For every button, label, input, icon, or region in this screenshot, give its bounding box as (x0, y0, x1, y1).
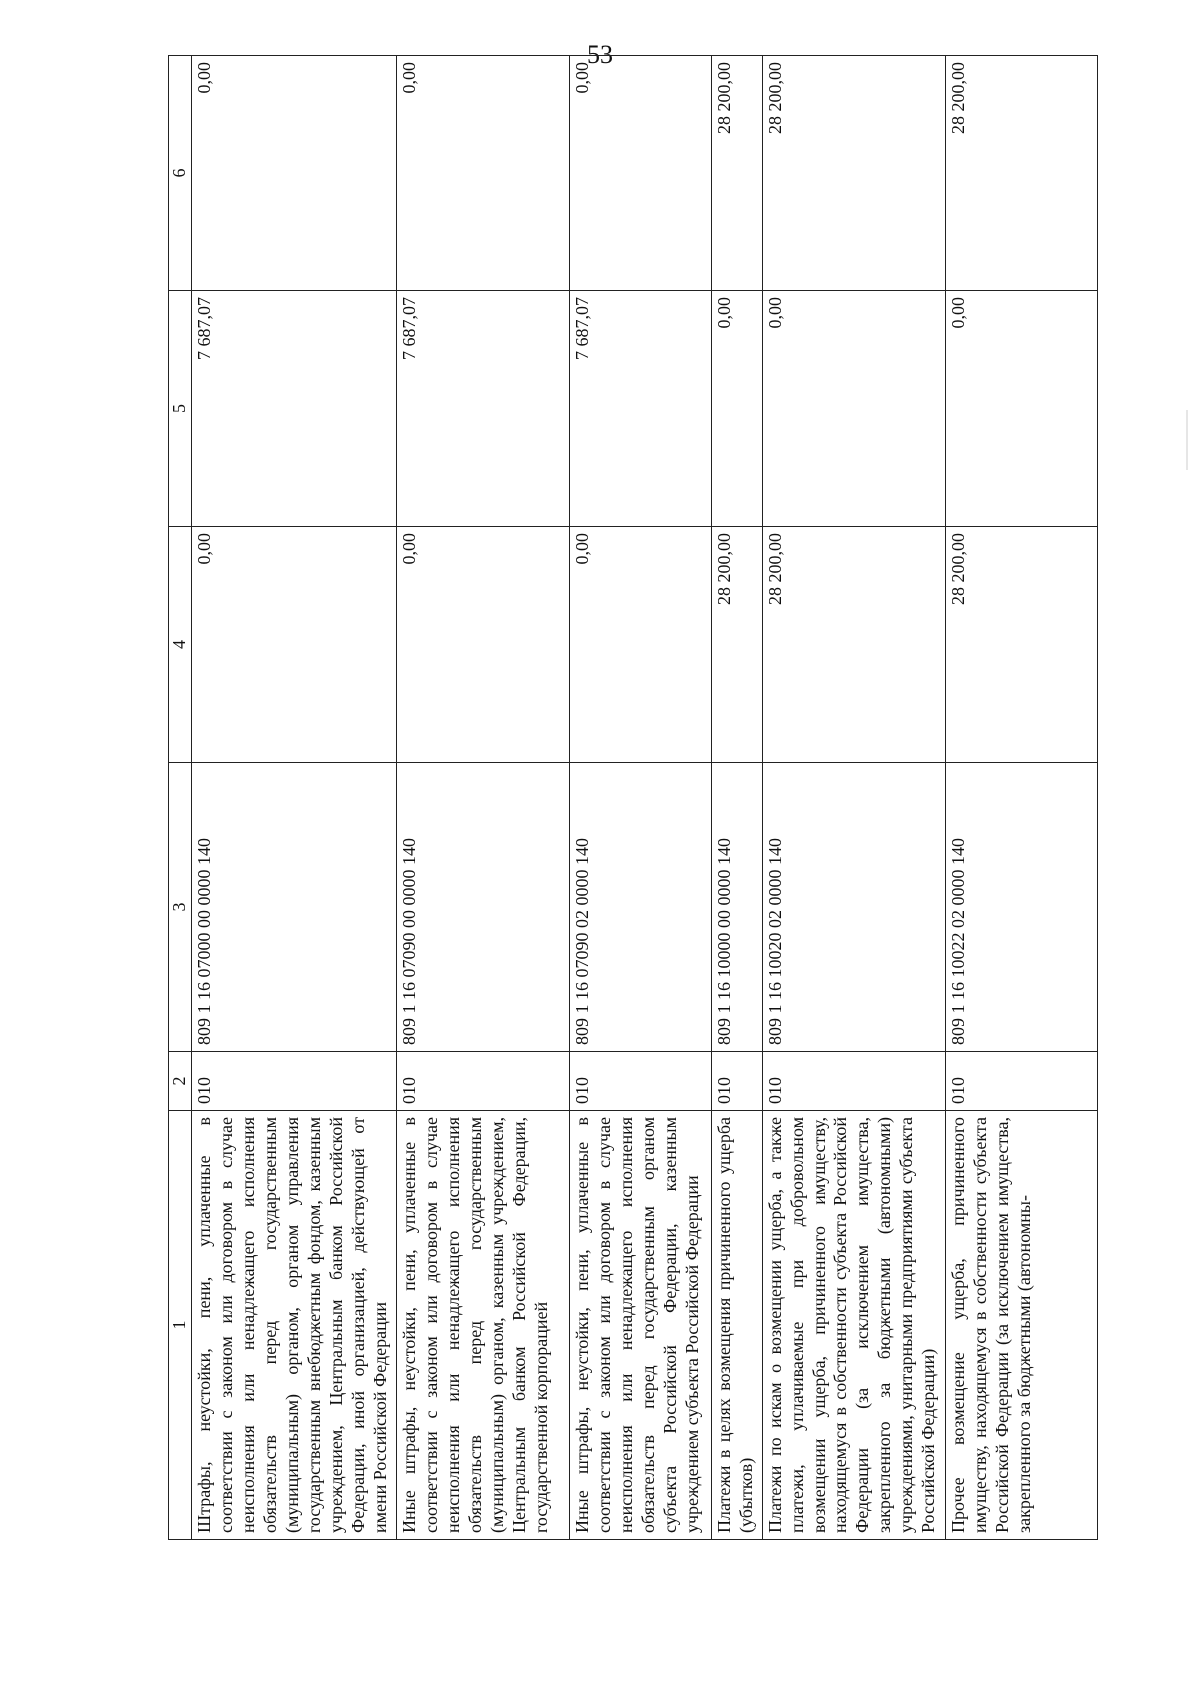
table-row (762, 56, 945, 1540)
table-row (397, 56, 569, 1540)
row-name: Прочее возмещение ущерба, причиненного имуществу, находящемуся в собственности субъекта Российской Федерации (за исключением имущества, закрепленного за бюджетными (автономны- (945, 1111, 1097, 1540)
header-col-4: 4 (169, 527, 192, 763)
row-budget-code: 809 1 16 07090 00 0000 140 (397, 763, 569, 1052)
row-value-6: 0,00 (397, 56, 569, 291)
scan-margin-mark (1186, 410, 1188, 470)
row-line-code: 010 (711, 1052, 762, 1111)
row-budget-code: 809 1 16 10000 00 0000 140 (711, 763, 762, 1052)
row-line-code: 010 (762, 1052, 945, 1111)
header-col-3: 3 (169, 763, 192, 1052)
table-row (945, 56, 1097, 1540)
income-table (168, 55, 1098, 1540)
row-value-4: 28 200,00 (711, 527, 762, 763)
row-value-5: 7 687,07 (397, 291, 569, 527)
row-budget-code: 809 1 16 07090 02 0000 140 (569, 763, 711, 1052)
row-value-4: 0,00 (397, 527, 569, 763)
row-value-6: 28 200,00 (762, 56, 945, 291)
row-value-4: 28 200,00 (945, 527, 1097, 763)
row-name: Иные штрафы, неустойки, пени, уплаченные в соответствии с законом или договором в случае неисполнения или ненадлежащего исполнения обязательств перед государственным (муниципальным) органом, казенным учреждением, Центральным банком Российской Федерации, государственной корпорацией (397, 1111, 569, 1540)
table-row (711, 56, 762, 1540)
row-name: Иные штрафы, неустойки, пени, уплаченные в соответствии с законом или договором в случае неисполнения или ненадлежащего исполнения обязательств перед государственным органом субъекта Российской Федерации, казенным учреждением субъекта Российской Федерации (569, 1111, 711, 1540)
row-name: Штрафы, неустойки, пени, уплаченные в соответствии с законом или договором в случае неисполнения или ненадлежащего исполнения обязательств перед государственным (муниципальным) органом, органом управления государственным внебюджетным фондом, казенным учреждением, Центральным банком Российской Федерации, иной организацией, действующей от имени Российской Федерации (192, 1111, 397, 1540)
row-value-5: 7 687,07 (569, 291, 711, 527)
row-name: Платежи в целях возмещения причиненного ущерба (убытков) (711, 1111, 762, 1540)
table-row (569, 56, 711, 1540)
report-table-container (168, 62, 1098, 1540)
page-number: 53 (587, 40, 613, 69)
row-value-4: 0,00 (192, 527, 397, 763)
row-budget-code: 809 1 16 07000 00 0000 140 (192, 763, 397, 1052)
row-budget-code: 809 1 16 10020 02 0000 140 (762, 763, 945, 1052)
header-col-2: 2 (169, 1052, 192, 1111)
row-value-5: 0,00 (711, 291, 762, 527)
row-line-code: 010 (192, 1052, 397, 1111)
table-row (192, 56, 397, 1540)
row-value-6: 0,00 (569, 56, 711, 291)
row-value-4: 0,00 (569, 527, 711, 763)
row-value-5: 0,00 (945, 291, 1097, 527)
row-line-code: 010 (569, 1052, 711, 1111)
row-value-5: 0,00 (762, 291, 945, 527)
row-budget-code: 809 1 16 10022 02 0000 140 (945, 763, 1097, 1052)
header-row (169, 56, 192, 1540)
row-value-6: 0,00 (192, 56, 397, 291)
row-value-6: 28 200,00 (711, 56, 762, 291)
row-value-6: 28 200,00 (945, 56, 1097, 291)
row-line-code: 010 (945, 1052, 1097, 1111)
row-value-5: 7 687,07 (192, 291, 397, 527)
row-line-code: 010 (397, 1052, 569, 1111)
header-col-6: 6 (169, 56, 192, 291)
rotated-table (168, 62, 1098, 1540)
row-value-4: 28 200,00 (762, 527, 945, 763)
row-name: Платежи по искам о возмещении ущерба, а также платежи, уплачиваемые при добровольном возмещении ущерба, причиненного имуществу, находящемуся в собственности субъекта Российской Федерации (за исключением имущества, закрепленного за бюджетными (автономными) учреждениями, унитарными предприятиями субъекта Российской Федерации) (762, 1111, 945, 1540)
header-col-1: 1 (169, 1111, 192, 1540)
header-col-5: 5 (169, 291, 192, 527)
